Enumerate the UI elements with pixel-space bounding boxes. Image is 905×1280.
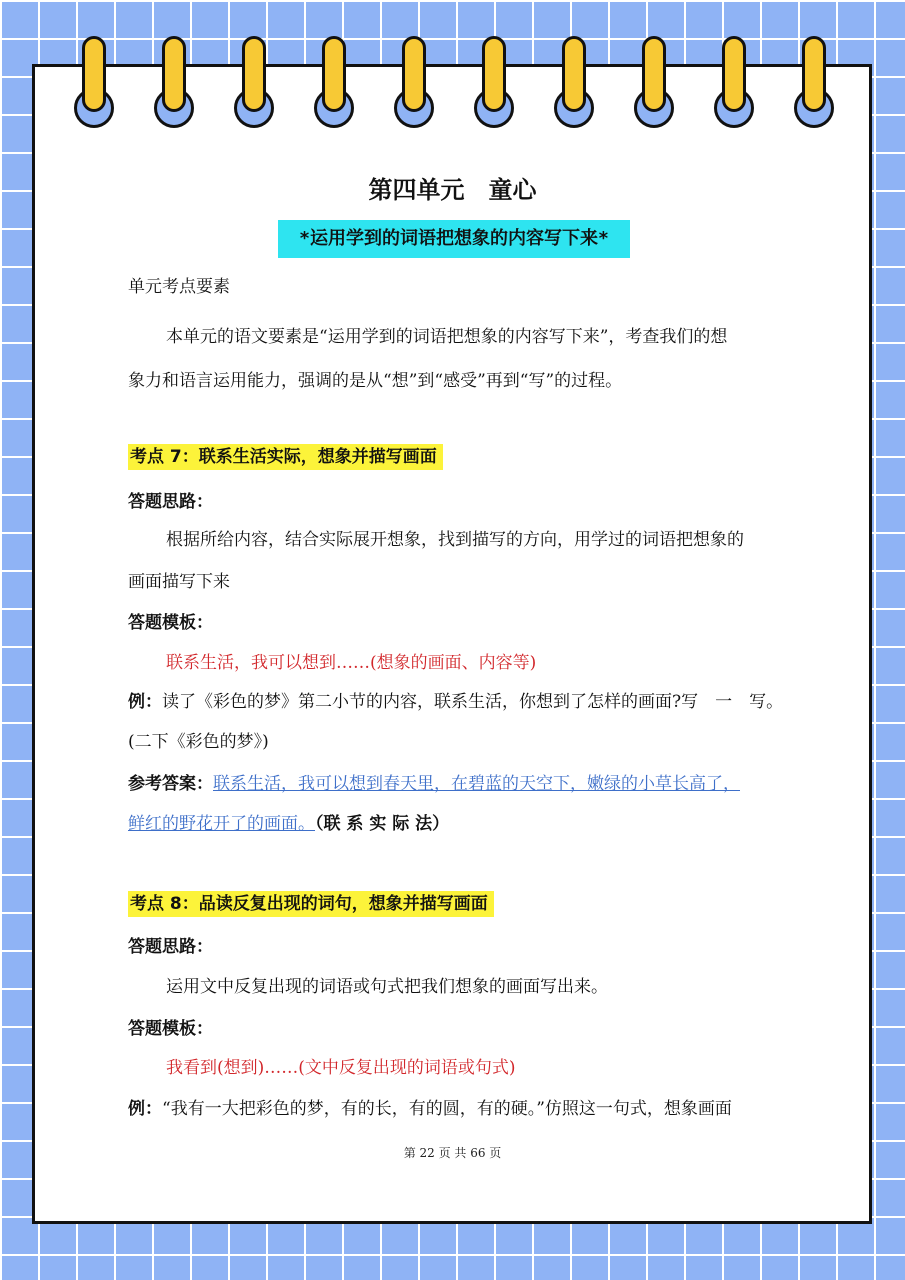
point7-example-source: (二下《彩色的梦》): [128, 732, 269, 752]
answer-text: 鲜红的野花开了的画面。: [128, 814, 315, 834]
point8-template-label: 答题模板：: [128, 1019, 213, 1039]
page-title: 第四单元 童心: [368, 175, 537, 204]
point7-example: [128, 687, 783, 712]
example-label: 例：: [128, 692, 162, 712]
example-text: 读了《彩色的梦》第二小节的内容，联系生活，你想到了怎样的画面?写 一 写。: [162, 692, 784, 712]
intro-line: 本单元的语文要素是“运用学到的词语把想象的内容写下来”，考查我们的想: [166, 327, 728, 347]
example-label: 例：: [128, 1099, 162, 1119]
point7-thinking-line: 画面描写下来: [128, 572, 230, 592]
point8-thinking-line: 运用文中反复出现的词语或句式把我们想象的画面写出来。: [166, 977, 608, 997]
unit-subtitle: *运用学到的词语把想象的内容写下来*: [278, 220, 630, 258]
point8-heading-wrap: [128, 889, 494, 914]
section-heading: 单元考点要素: [128, 277, 230, 297]
point7-thinking-line: 根据所给内容，结合实际展开想象，找到描写的方向，用学过的词语把想象的: [166, 530, 744, 550]
point7-answer-cont: [128, 809, 449, 834]
point7-answer: [128, 769, 740, 794]
point8-heading: 考点 8：品读反复出现的词句，想象并描写画面: [128, 891, 494, 917]
point7-template-text: 联系生活，我可以想到……(想象的画面、内容等): [166, 653, 537, 673]
point7-template-label: 答题模板：: [128, 613, 213, 633]
point7-heading-wrap: [128, 442, 443, 467]
answer-method: （联 系 实 际 法）: [315, 814, 450, 834]
point8-thinking-label: 答题思路：: [128, 937, 213, 957]
point8-template-text: 我看到(想到)……(文中反复出现的词语或句式): [166, 1058, 516, 1078]
page-number: 第 22 页 共 66 页: [403, 1146, 502, 1160]
point8-example: [128, 1094, 732, 1119]
example-text: “我有一大把彩色的梦，有的长，有的圆，有的硬。”仿照这一句式，想象画面: [162, 1099, 732, 1119]
answer-label: 参考答案：: [128, 774, 213, 794]
point7-heading: 考点 7：联系生活实际，想象并描写画面: [128, 444, 443, 470]
intro-line: 象力和语言运用能力，强调的是从“想”到“感受”再到“写”的过程。: [128, 371, 623, 391]
point7-thinking-label: 答题思路：: [128, 492, 213, 512]
answer-text: 联系生活，我可以想到春天里，在碧蓝的天空下，嫩绿的小草长高了，: [213, 774, 740, 794]
